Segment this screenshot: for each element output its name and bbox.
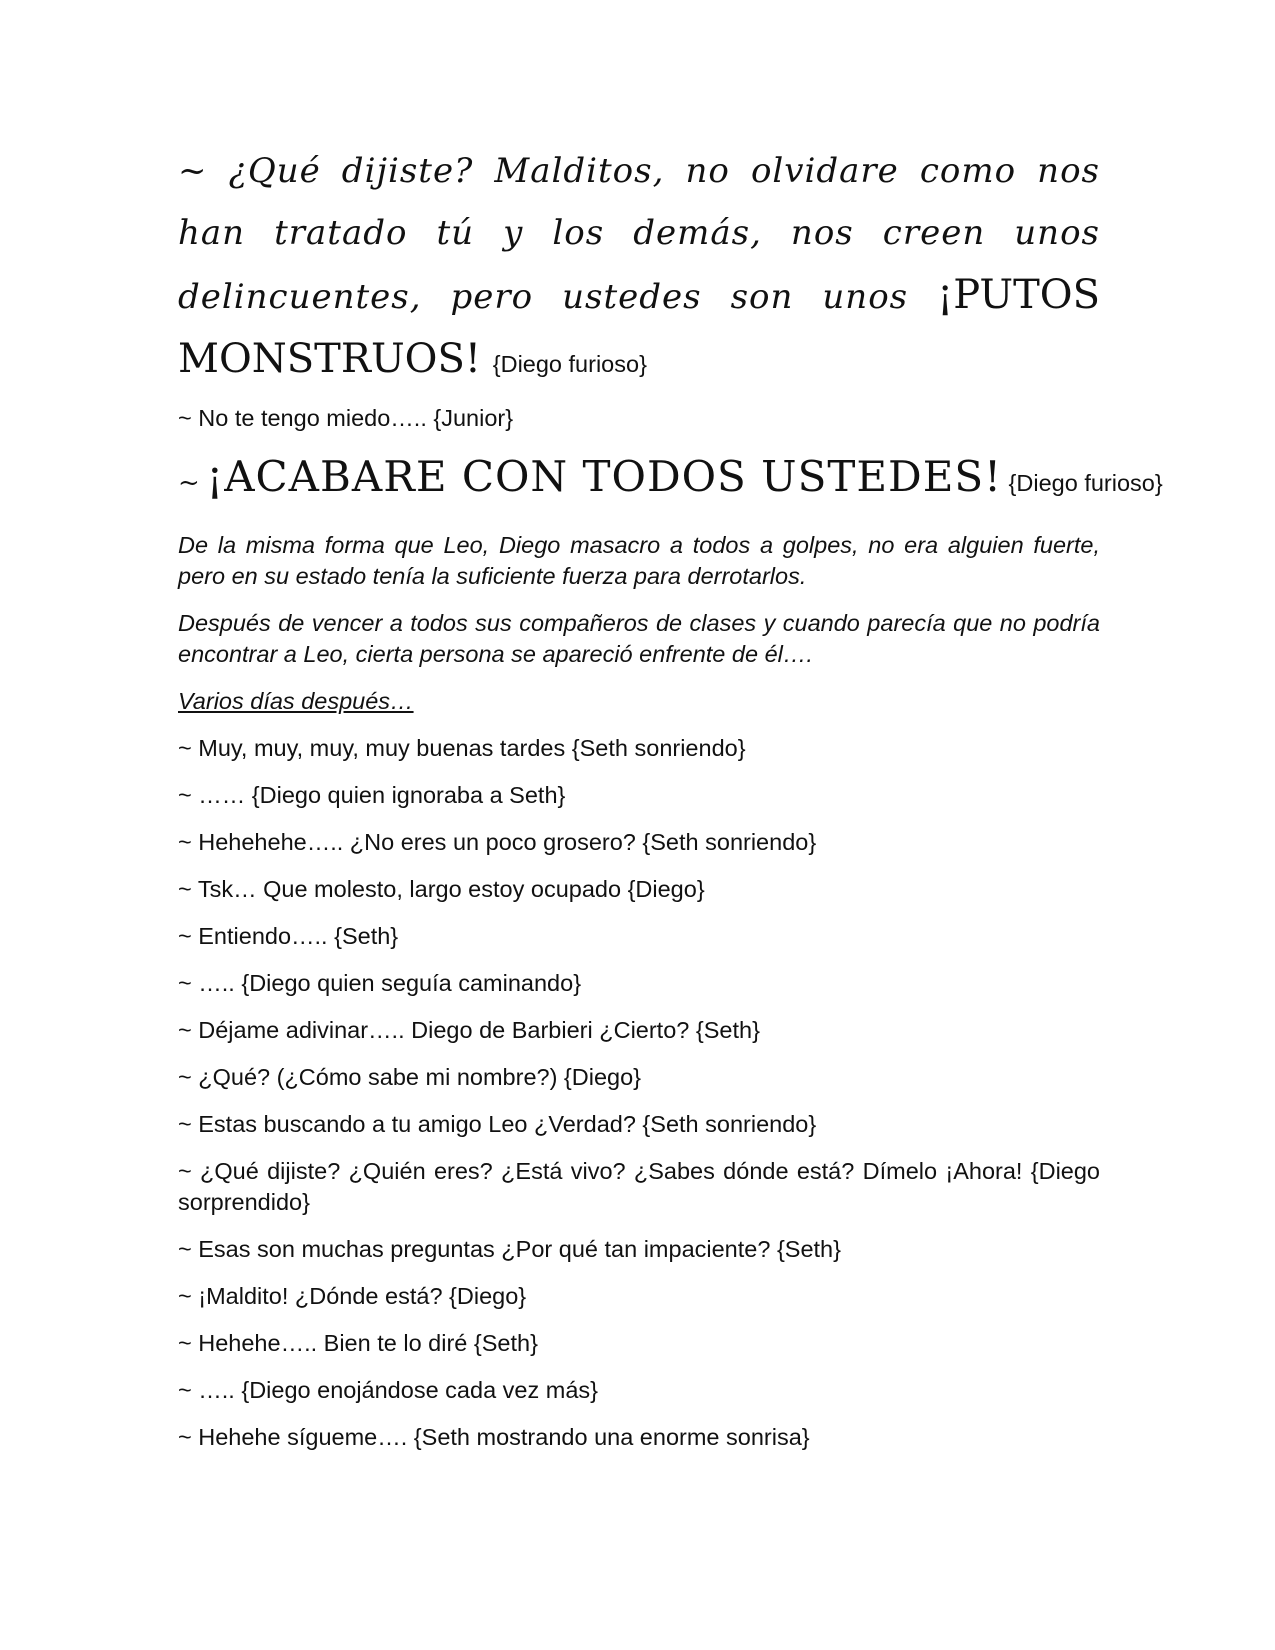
dialogue-line: ~ Déjame adivinar….. Diego de Barbieri ¿Cierto? {Seth} xyxy=(178,1017,760,1043)
dialogue-line: ~ Esas son muchas preguntas ¿Por qué tan impaciente? {Seth} xyxy=(178,1236,841,1262)
opening-line-3-start: unos xyxy=(822,277,909,317)
dialogue-line: ~ Hehehe sígueme…. {Seth mostrando una enorme sonrisa} xyxy=(178,1424,810,1450)
opening-shout: ¡PUTOS MONSTRUOS! xyxy=(178,272,1100,382)
narration-paragraph: Después de vencer a todos sus compañeros de clases y cuando parecía que no podría encontrar a Leo, cierta persona se apareció enfrente de él…. xyxy=(178,610,1100,667)
junior-line: ~ No te tengo miedo….. {Junior} xyxy=(178,405,514,431)
dialogue-line: ~ ¡Maldito! ¿Dónde está? {Diego} xyxy=(178,1283,527,1309)
opening-line-1: ¿Qué dijiste? Malditos, no olvidare como nos han tratado tú xyxy=(178,151,1100,253)
narration-paragraph: De la misma forma que Leo, Diego masacro a todos a golpes, no era alguien fuerte, pero en su estado tenía la suficiente fuerza para derrotarlos. xyxy=(178,532,1100,589)
opening-tilde: ~ xyxy=(178,151,208,191)
dialogue-line: ~ Tsk… Que molesto, largo estoy ocupado {Diego} xyxy=(178,876,705,902)
document-page xyxy=(178,140,1163,1469)
dialogue-line: ~ ¿Qué dijiste? ¿Quién eres? ¿Está vivo? ¿Sabes dónde está? Dímelo ¡Ahora! {Diego sorprendido} xyxy=(178,1158,1100,1215)
shout-line-text: ¡ACABARE CON TODOS USTEDES! xyxy=(206,452,1003,501)
scene-heading: Varios días después… xyxy=(178,688,414,714)
dialogue-line: ~ …… {Diego quien ignoraba a Seth} xyxy=(178,782,566,808)
dialogue-line: ~ Hehehehe….. ¿No eres un poco grosero? {Seth sonriendo} xyxy=(178,829,817,855)
shout-line xyxy=(178,450,1163,510)
opening-paragraph xyxy=(178,140,1100,395)
opening-line-2: y los demás, nos creen unos delincuentes, pero ustedes son xyxy=(178,213,1100,317)
shout-line-speaker: {Diego furioso} xyxy=(1008,470,1163,496)
dialogue-line: ~ ¿Qué? (¿Cómo sabe mi nombre?) {Diego} xyxy=(178,1064,642,1090)
dialogue-line: ~ ….. {Diego enojándose cada vez más} xyxy=(178,1377,599,1403)
shout-line-tilde: ~ xyxy=(178,468,200,498)
dialogue-line: ~ Estas buscando a tu amigo Leo ¿Verdad? {Seth sonriendo} xyxy=(178,1111,817,1137)
dialogue-line: ~ Muy, muy, muy, muy buenas tardes {Seth sonriendo} xyxy=(178,735,746,761)
opening-speaker: {Diego furioso} xyxy=(492,351,647,377)
dialogue-line: ~ ….. {Diego quien seguía caminando} xyxy=(178,970,582,996)
dialogue-line: ~ Hehehe….. Bien te lo diré {Seth} xyxy=(178,1330,538,1356)
dialogue-line: ~ Entiendo….. {Seth} xyxy=(178,923,399,949)
